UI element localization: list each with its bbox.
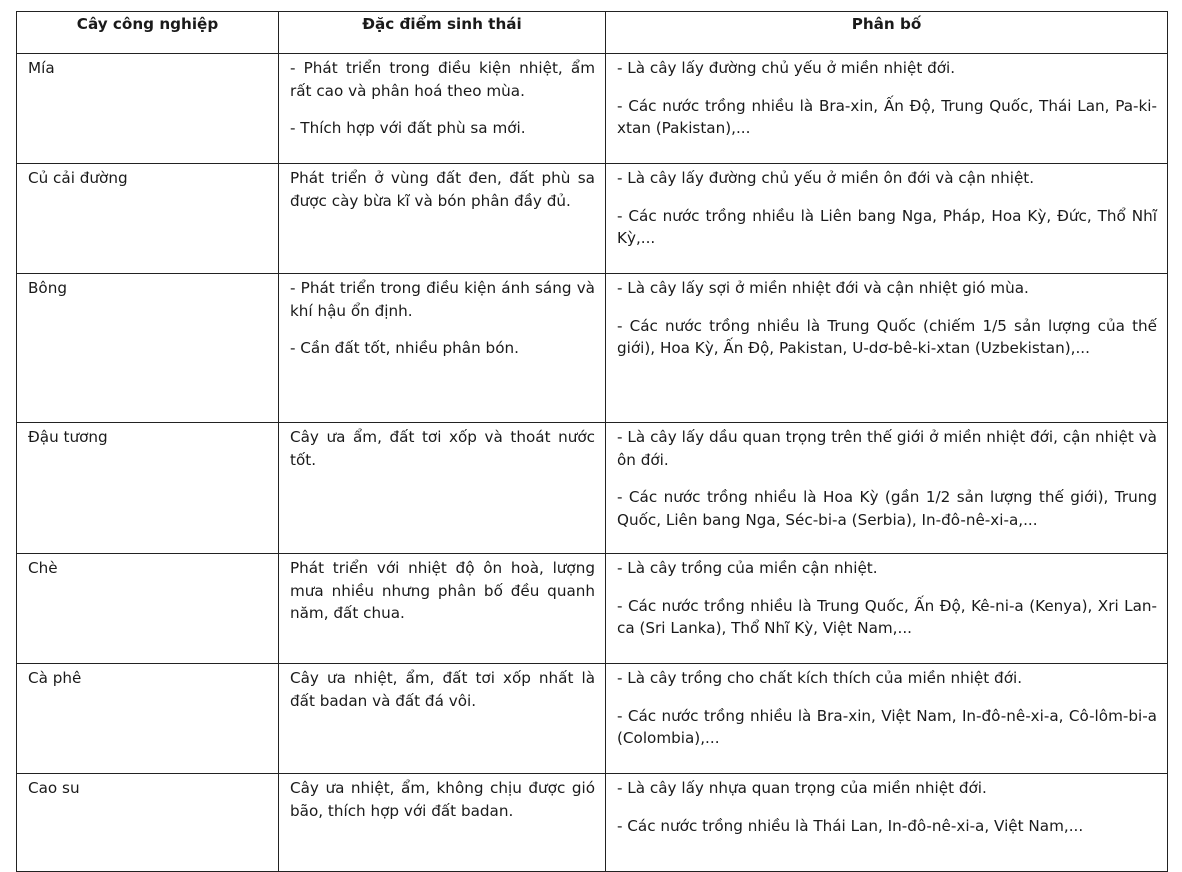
ecology-text: - Phát triển trong điều kiện ánh sáng và khí hậu ổn định. — [290, 279, 595, 320]
distribution-cell — [606, 54, 1168, 164]
crop-name: Chè — [17, 554, 279, 664]
crop-name: Bông — [17, 274, 279, 423]
distribution-text: - Là cây lấy sợi ở miền nhiệt đới và cận nhiệt gió mùa. — [617, 279, 1029, 297]
distribution-text: - Các nước trồng nhiều là Trung Quốc, Ấn Độ, Kê-ni-a (Kenya), Xri Lan-ca (Sri Lanka), Thổ Nhĩ Kỳ, Việt Nam,... — [617, 596, 1157, 638]
table-row — [17, 54, 1168, 164]
distribution-text: - Là cây lấy nhựa quan trọng của miền nhiệt đới. — [617, 779, 987, 797]
distribution-cell — [606, 554, 1168, 664]
distribution-text: - Các nước trồng nhiều là Thái Lan, In-đô-nê-xi-a, Việt Nam,... — [617, 816, 1084, 835]
distribution-cell — [606, 274, 1168, 423]
crop-name: Củ cải đường — [17, 164, 279, 274]
distribution-text: - Là cây lấy đường chủ yếu ở miền nhiệt đới. — [617, 59, 956, 77]
crop-name: Cao su — [17, 774, 279, 872]
table-row — [17, 423, 1168, 554]
distribution-text: - Các nước trồng nhiều là Bra-xin, Ấn Độ, Trung Quốc, Thái Lan, Pa-ki-xtan (Pakistan),... — [617, 96, 1157, 138]
ecology-text: - Phát triển trong điều kiện nhiệt, ẩm rất cao và phân hoá theo mùa. — [290, 59, 595, 100]
ecology-text: Phát triển với nhiệt độ ôn hoà, lượng mưa nhiều nhưng phân bố đều quanh năm, đất chua. — [290, 559, 595, 623]
header-row — [17, 12, 1168, 54]
distribution-cell — [606, 164, 1168, 274]
ecology-cell — [279, 54, 606, 164]
ecology-text: Phát triển ở vùng đất đen, đất phù sa được cày bừa kĩ và bón phân đầy đủ. — [290, 169, 595, 210]
header-distribution: Phân bố — [606, 12, 1168, 54]
ecology-cell — [279, 664, 606, 774]
crop-name: Cà phê — [17, 664, 279, 774]
distribution-cell — [606, 423, 1168, 554]
distribution-text: - Là cây lấy đường chủ yếu ở miền ôn đới và cận nhiệt. — [617, 169, 1035, 187]
ecology-text: Cây ưa nhiệt, ẩm, đất tơi xốp nhất là đất badan và đất đá vôi. — [290, 669, 595, 710]
distribution-cell — [606, 774, 1168, 872]
distribution-text: - Là cây lấy dầu quan trọng trên thế giới ở miền nhiệt đới, cận nhiệt và ôn đới. — [617, 428, 1157, 469]
table-row — [17, 774, 1168, 872]
ecology-cell — [279, 423, 606, 554]
ecology-cell — [279, 774, 606, 872]
distribution-text: - Là cây trồng của miền cận nhiệt. — [617, 559, 878, 577]
distribution-text: - Các nước trồng nhiều là Liên bang Nga, Pháp, Hoa Kỳ, Đức, Thổ Nhĩ Kỳ,... — [617, 206, 1157, 248]
ecology-cell — [279, 554, 606, 664]
distribution-text: - Các nước trồng nhiều là Hoa Kỳ (gần 1/2 sản lượng thế giới), Trung Quốc, Liên bang Nga, Séc-bi-a (Serbia), In-đô-nê-xi-a,... — [617, 488, 1157, 529]
ecology-text: Cây ưa ẩm, đất tơi xốp và thoát nước tốt. — [290, 428, 595, 469]
table-row — [17, 164, 1168, 274]
table-row — [17, 554, 1168, 664]
ecology-cell — [279, 164, 606, 274]
ecology-text: - Thích hợp với đất phù sa mới. — [290, 119, 526, 138]
distribution-text: - Các nước trồng nhiều là Bra-xin, Việt Nam, In-đô-nê-xi-a, Cô-lôm-bi-a (Colombia),... — [617, 706, 1157, 748]
table-row — [17, 274, 1168, 423]
ecology-cell — [279, 274, 606, 423]
header-crop: Cây công nghiệp — [17, 12, 279, 54]
ecology-text: - Cần đất tốt, nhiều phân bón. — [290, 339, 519, 358]
table-row — [17, 664, 1168, 774]
distribution-text: - Các nước trồng nhiều là Trung Quốc (chiếm 1/5 sản lượng của thế giới), Hoa Kỳ, Ấn Độ, Pakistan, U-dơ-bê-ki-xtan (Uzbekistan),... — [617, 316, 1157, 358]
header-ecology: Đặc điểm sinh thái — [279, 12, 606, 54]
distribution-text: - Là cây trồng cho chất kích thích của miền nhiệt đới. — [617, 669, 1023, 687]
industrial-crops-table — [16, 11, 1168, 872]
crop-name: Đậu tương — [17, 423, 279, 554]
crop-name: Mía — [17, 54, 279, 164]
distribution-cell — [606, 664, 1168, 774]
ecology-text: Cây ưa nhiệt, ẩm, không chịu được gió bão, thích hợp với đất badan. — [290, 779, 595, 820]
